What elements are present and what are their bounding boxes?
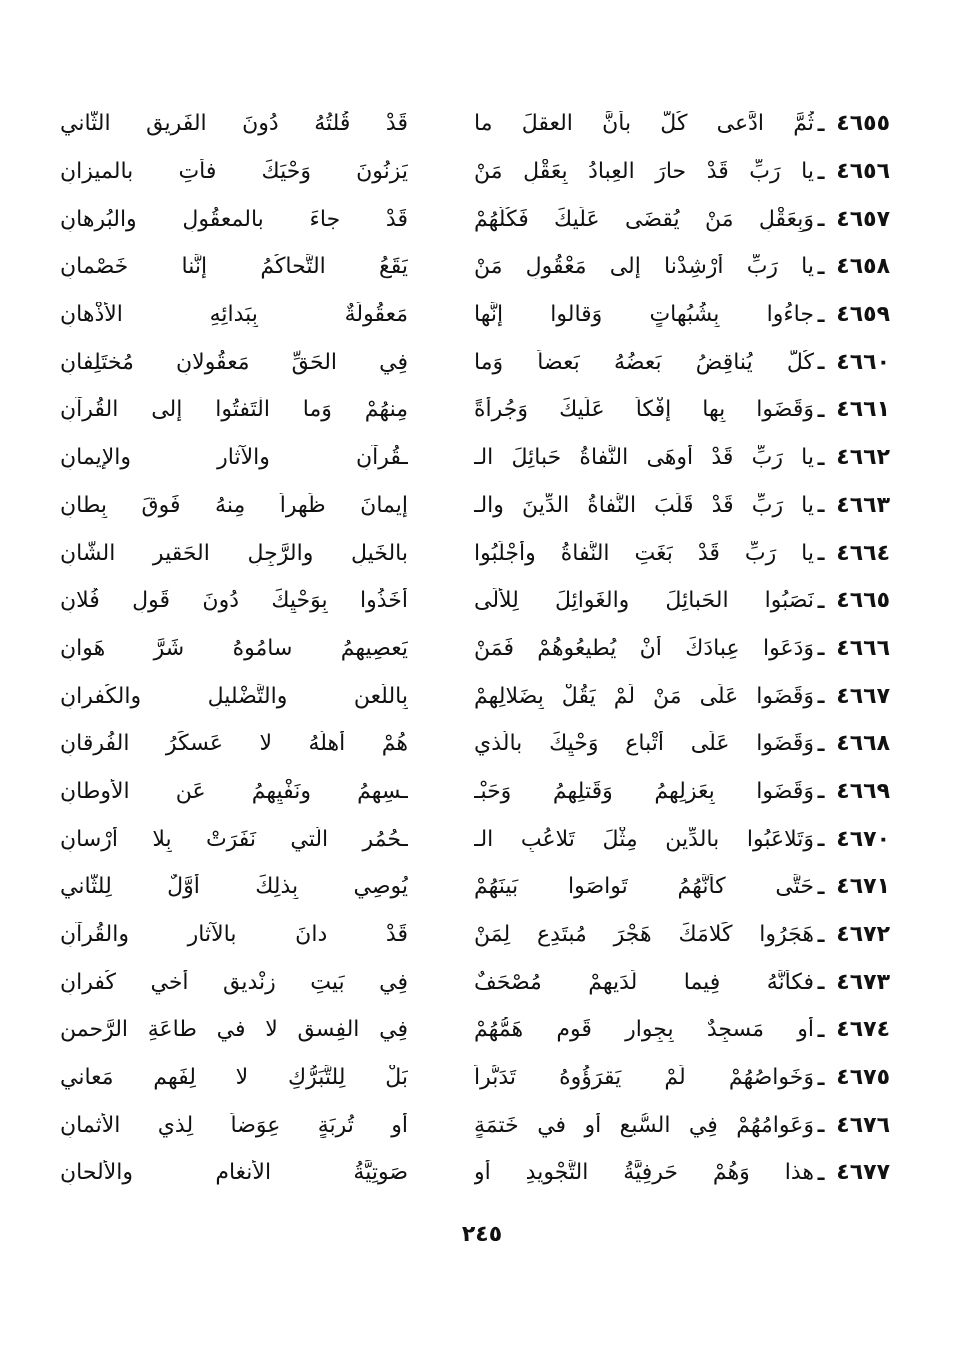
second-hemistich: قَدْ جاءَ بالمعقُولِ والبُرهانِ <box>60 206 408 232</box>
verse-number: ٤٦٧٤ <box>836 1017 890 1043</box>
first-hemistich: وَقَضَوا بِعَزلِهِمُ وَقَتلِهِمُ وَحَبْـ <box>474 778 814 804</box>
verse-row <box>60 291 890 339</box>
first-hemistich: وَبِعَقْلِ مَنْ يُقضَى عَلَيكَ فَكُلُّهُمْ <box>474 206 814 232</box>
verse-dash: ـ <box>817 111 825 136</box>
first-hemistich: حَتَّى كأنَّهُمُ تَواصَوا بَينَهُمْ <box>474 874 814 900</box>
verse-dash: ـ <box>817 779 825 804</box>
first-hemistich: هَجَرُوا كَلامَكَ هَجْرَ مُبتَدِعٍ لِمَنْ <box>474 922 814 948</box>
verse-number: ٤٦٦٦ <box>836 635 890 661</box>
verse-dash: ـ <box>817 445 825 470</box>
first-hemistich: وَتَلاعَبُوا بالدِّينِ مِثْلَ تَلاعُبِ الـ <box>474 826 814 852</box>
verse-number: ٤٦٦٥ <box>836 588 890 614</box>
first-hemistich: وَقَضَوا عَلَى أتْباعِ وَحْيِكَ بالَّذي <box>474 731 814 757</box>
first-hemistich: يا رَبِّ أرْشِدْنا إلى مَعْقُولِ مَنْ <box>474 254 814 280</box>
verse-number: ٤٦٦٣ <box>836 492 890 518</box>
verse-row <box>60 768 890 816</box>
second-hemistich: يَزنُونَ وَحْيَكَ فأْتِ بالميزانِ <box>60 159 408 185</box>
verse-dash: ـ <box>817 541 825 566</box>
verse-dash: ـ <box>817 254 825 279</box>
first-hemistich: ثُمَّ ادَّعى كُلٌّ بأنَّ العقلَ ما <box>474 111 814 137</box>
verse-dash: ـ <box>817 1113 825 1138</box>
verse-dash: ـ <box>817 922 825 947</box>
first-hemistich: يا رَبِّ قَدْ أوهَى النُّفاةُ حَبائِلَ الـ <box>474 445 814 471</box>
verse-number: ٤٦٧٢ <box>836 922 890 948</box>
verse-row <box>60 529 890 577</box>
verse-dash: ـ <box>817 1065 825 1090</box>
verse-number: ٤٦٥٦ <box>836 159 890 185</box>
second-hemistich: قَدْ دانَ بالآثارِ والقُرآنِ <box>60 922 408 948</box>
verse-number: ٤٦٥٨ <box>836 254 890 280</box>
verse-number: ٤٦٦٠ <box>836 349 890 375</box>
verse-row <box>60 1149 890 1197</box>
verse-dash: ـ <box>817 397 825 422</box>
verse-dash: ـ <box>817 636 825 661</box>
verse-row <box>60 338 890 386</box>
first-hemistich: وَقَضَوا بِها إفْكاً عَلَيكَ وَجُرأَةً <box>474 397 814 423</box>
verse-number: ٤٦٦٩ <box>836 778 890 804</box>
verse-number: ٤٦٧٦ <box>836 1112 890 1138</box>
second-hemistich: بَلْ لِلتَّبَرُّكِ لا لِفَهمِ مَعاني <box>60 1065 408 1091</box>
verse-dash: ـ <box>817 493 825 518</box>
verse-dash: ـ <box>817 350 825 375</box>
second-hemistich: إيمانَ ظَهراً مِنهُ فَوقَ بِطانِ <box>60 492 408 518</box>
verse-dash: ـ <box>817 874 825 899</box>
second-hemistich: يَقَعُ التَّحاكُمُ إنَّنا خَصْمانِ <box>60 254 408 280</box>
second-hemistich: فِي بَيتِ زِنْديقٍ أخي كُفرانِ <box>60 969 408 995</box>
verse-number: ٤٦٥٩ <box>836 302 890 328</box>
second-hemistich: يُوصِي بِذلِكَ أوَّلٌ لِلثَّاني <box>60 874 408 900</box>
verse-row <box>60 577 890 625</box>
second-hemistich: صَوتِيَّةُ الأنغامِ والألحانِ <box>60 1160 408 1186</box>
verse-row <box>60 672 890 720</box>
second-hemistich: ـحُمُرِ الَّتي نَفَرَتْ بِلا أرْسانِ <box>60 826 408 852</box>
verse-number: ٤٦٥٥ <box>836 111 890 137</box>
verse-number: ٤٦٦٧ <box>836 683 890 709</box>
second-hemistich: بالخَيلِ والرَّجِلِ الحَقيرِ الشَّانِ <box>60 540 408 566</box>
second-hemistich: مِنهُمْ وَما الْتَفتُوا إلى القُرآنِ <box>60 397 408 423</box>
verse-dash: ـ <box>817 159 825 184</box>
verse-row <box>60 482 890 530</box>
first-hemistich: وَخَواصُهُمْ لَمْ يَقرَؤُوهُ تَدَبُّراً <box>474 1065 814 1091</box>
second-hemistich: بِاللَّعنِ والتَّضْليلِ والكُفرانِ <box>60 683 408 709</box>
verse-row <box>60 1054 890 1102</box>
second-hemistich: يَعصِيهِمُ سامُوهُ شَرَّ هَوانِ <box>60 635 408 661</box>
first-hemistich: فكأنَّهُ فِيما لَدَيهِمْ مُصْحَفٌ <box>474 969 814 995</box>
verse-number: ٤٦٧١ <box>836 874 890 900</box>
second-hemistich: ـسِهِمُ ونَفْيِهِمُ عَنِ الأوطانِ <box>60 778 408 804</box>
verse-row <box>60 195 890 243</box>
verse-number: ٤٦٦٤ <box>836 540 890 566</box>
verse-dash: ـ <box>817 302 825 327</box>
verse-row <box>60 434 890 482</box>
first-hemistich: كُلٌّ يُناقِضُ بَعضُهُ بَعضاً وَما <box>474 349 814 375</box>
first-hemistich: نَصَبُوا الحَبائِلَ والغَوائِلَ لِلأُلَى <box>474 588 814 614</box>
verse-row <box>60 911 890 959</box>
verse-row <box>60 1006 890 1054</box>
first-hemistich: يا رَبِّ قَدْ بَغَتِ النُّفاةُ وأجْلَبُوا <box>474 540 814 566</box>
verse-dash: ـ <box>817 1017 825 1042</box>
second-hemistich: مَعقُولَةٌ بِبَدائِهِ الأذْهانِ <box>60 302 408 328</box>
verse-row <box>60 815 890 863</box>
second-hemistich: فِي الحَقِّ مَعقُولانِ مُختَلِفانِ <box>60 349 408 375</box>
verse-row <box>60 958 890 1006</box>
second-hemistich: أو تُربَةٍ عِوَضاً لِذي الأثمانِ <box>60 1112 408 1138</box>
second-hemistich: أخَذُوا بِوَحْيِكَ دُونَ قَولِ فُلانِ <box>60 588 408 614</box>
verse-dash: ـ <box>817 207 825 232</box>
verse-row <box>60 863 890 911</box>
second-hemistich: فِي الفِسقِ لا في طاعَةِ الرَّحمنِ <box>60 1017 408 1043</box>
first-hemistich: وَدَعَوا عِبادَكَ أنْ يُطيعُوهُمْ فَمَنْ <box>474 635 814 661</box>
second-hemistich: هُمْ أهلُهُ لا عَسكَرُ الفُرقانِ <box>60 731 408 757</box>
verse-number: ٤٦٦١ <box>836 397 890 423</box>
first-hemistich: وَعَوامُهُمْ فِي السُّبعِ أو في خَتمَةٍ <box>474 1112 814 1138</box>
verse-dash: ـ <box>817 684 825 709</box>
verse-dash: ـ <box>817 588 825 613</box>
verse-row <box>60 1101 890 1149</box>
first-hemistich: يا رَبِّ قَدْ حارَ العِبادُ بِعَقْلِ مَنْ <box>474 159 814 185</box>
verse-dash: ـ <box>817 827 825 852</box>
first-hemistich: جاءُوا بِشُبُهاتٍ وَقالوا إنَّها <box>474 302 814 328</box>
verse-row <box>60 386 890 434</box>
verse-number: ٤٦٦٢ <box>836 445 890 471</box>
verse-dash: ـ <box>817 1160 825 1185</box>
verse-number: ٤٦٧٥ <box>836 1065 890 1091</box>
second-hemistich: ـقُرآنِ والآثارِ والإيمانِ <box>60 445 408 471</box>
verse-dash: ـ <box>817 970 825 995</box>
first-hemistich: وَقَضَوا عَلَى مَنْ لَمْ يَقُلْ بِضَلالِهِمْ <box>474 683 814 709</box>
verse-row <box>60 720 890 768</box>
poem-verses <box>60 100 890 1197</box>
verse-row <box>60 243 890 291</box>
verse-number: ٤٦٧٠ <box>836 826 890 852</box>
verse-number: ٤٦٦٨ <box>836 731 890 757</box>
verse-number: ٤٦٧٣ <box>836 969 890 995</box>
first-hemistich: هذا وَهُمْ حَرفِيَّةُ التَّجْويدِ أو <box>474 1160 814 1186</box>
first-hemistich: أو مَسجِدٌ بِجِوارِ قَومٍ هَمُّهُمْ <box>474 1017 814 1043</box>
second-hemistich: قَدْ قُلتُهُ دُونَ الفَريقِ الثَّاني <box>60 111 408 137</box>
verse-number: ٤٦٥٧ <box>836 206 890 232</box>
verse-row <box>60 625 890 673</box>
verse-row <box>60 148 890 196</box>
page-number: ٢٤٥ <box>461 1222 503 1247</box>
verse-dash: ـ <box>817 731 825 756</box>
verse-number: ٤٦٧٧ <box>836 1160 890 1186</box>
first-hemistich: يا رَبِّ قَدْ قَلَبَ النُّفاةُ الدِّينَ والـ <box>474 492 814 518</box>
verse-row <box>60 100 890 148</box>
